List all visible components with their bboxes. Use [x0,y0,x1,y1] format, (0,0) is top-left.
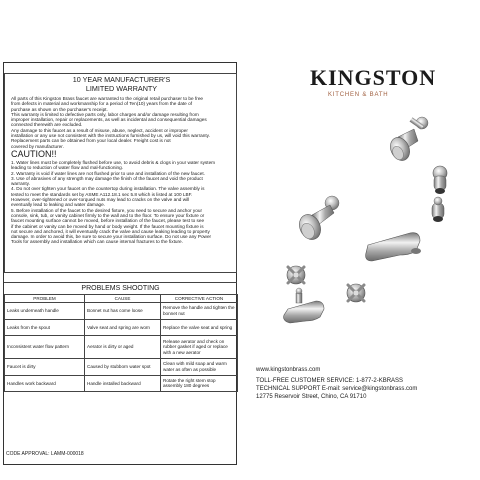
warranty-line: connected therewith are excluded. [11,122,83,128]
shower-head-upper [387,117,428,164]
caution-line: damage. In order to avoid this, be sure to secure your installation surface. Do not use any Power [11,234,212,240]
action-cell: Clean with mild soap and warm water as often as possible [161,359,238,376]
caution-line: However, over-tightened or over-torqued nuts may lead to cracks on the valve and will [11,197,190,203]
shower-head-lower [295,196,339,243]
handle-right-lower [432,197,444,222]
action-cell: Release aerator and check on rubber gasket if aged or replace with a new aerator [161,336,238,359]
caution-line: console, sink, tub, or vanity cabinet firmly to the wall and to the floor. To ensure your fixture or [11,212,205,218]
warranty-line: purchase as shown on the purchaser's receipt. [11,106,108,112]
caution-title: CAUTION!! [11,149,57,159]
caution-text [11,160,233,245]
contact-phone: TOLL-FREE CUSTOMER SERVICE: 1-877-2-KBRASS [256,378,404,384]
header-cause: CAUSE [85,295,161,303]
warranty-line: covered by manufacturer. [11,143,64,149]
brand-tagline: KITCHEN & BATH [328,92,389,98]
caution-line: tested to meet the standards set by ASME A112.18.1 sec 5.8 which is listed at 100 LBF. [11,191,193,197]
caution-line: 5. Before installation of the faucet to the desired fixture, you need to secure and anchor your [11,207,203,213]
cause-cell: Aerator is dirty or aged [85,336,161,359]
problem-cell: Leaks from the spout [5,319,85,336]
cause-cell: Caused by stubborn water spot [85,359,161,376]
cause-cell: Bonnet nut has come loose [85,303,161,320]
warranty-title-line1: 10 YEAR MANUFACTURER'S [72,75,171,84]
table-row [5,303,238,320]
table-row [5,336,238,359]
caution-line: faucet mounting surface cannot be moved, before installation of the faucet, please test to see [11,218,205,224]
tub-spout [366,233,421,261]
caution-line: not secure and anchored, it will eventually crack the valve and cause leaking leading to property [11,228,210,234]
table-row [5,319,238,336]
table-row [5,375,238,392]
code-approval: CODE APPROVAL: LAMM-000018 [6,451,84,457]
caution-line: leading to reduction of water flow and mal-functioning. [11,165,124,171]
brand-logo: KINGSTON [310,65,437,90]
caution-line: if the cabinet or vanity can be moved by hand or body weight. If the faucet mounting fixture is [11,223,204,229]
caution-line: 1. Water lines must be completely flushed before use, to avoid debris & clogs in your water system [11,160,216,165]
warranty-line: All parts of this Kingston Brass faucet are warranted to the original retail purchaser to be free [11,96,204,101]
warranty-line: installation or any use not consistent with the instructions furnished by us, will void this warranty. [11,133,210,139]
action-cell: Rotate the right stem stop assembly 180 degrees [161,375,238,392]
warranty-line: Any damage to this faucet as a result of misuse, abuse, neglect, accident or improper [11,127,188,133]
caution-line: Tools for assembly and installation which can cause internal fractures to the fixture. [11,239,183,245]
table-header-row [5,295,238,303]
problem-cell: Leaks underneath handle [5,303,85,320]
warranty-line: Replacement parts can be obtained from your local dealer. Freight cost is not [11,138,171,144]
warranty-title-line2: LIMITED WARRANTY [85,84,158,93]
warranty-line: This warranty is limited to defective parts only, labor charges and/or damage resulting from [11,111,199,117]
problem-cell: Faucet is dirty [5,359,85,376]
cross-handle-right [347,284,365,302]
cause-cell: Valve seat and spring are worn [85,319,161,336]
troubleshooting-table [4,294,238,392]
problem-cell: Handles work backward [5,375,85,392]
action-cell: Replace the valve seat and spring [161,319,238,336]
contact-email: TECHNICAL SUPPORT E-mail: service@kingstonbrass.com [256,386,418,392]
warranty-text [11,96,233,149]
cross-handle-left [287,266,305,284]
header-problem: PROBLEM [5,295,85,303]
faucet-set-illustration [250,105,475,355]
contact-website: www.kingstonbrass.com [256,367,321,373]
table-row [5,359,238,376]
header-corrective-action: CORRECTIVE ACTION [161,295,238,303]
warranty-line: improper installation, repair or replacements, as well as incidental and consequential damages [11,117,207,123]
contact-address: 12775 Reservoir Street, Chino, CA 91710 [256,394,367,400]
cause-cell: Handle installed backward [85,375,161,392]
caution-line: 3. Use of abrasives of any strength may damage the finish of the faucet and void the product [11,175,203,181]
caution-line: 4. Do not over tighten your faucet on the countertop during installation. The valve assembly is [11,186,205,192]
caution-line: 2. Warranty is void if water lines are not flushed prior to use and installation of the new faucet. [11,170,205,176]
warranty-box [4,73,237,273]
caution-line: eventually lead to leaking and water damage. [11,202,106,208]
caution-line: warranty. [11,181,30,187]
warranty-line: from defects in material and workmanship for a period of Ten(10) years from the date of [11,101,192,107]
diverter-spout [284,288,324,323]
handle-right-upper [433,166,447,194]
troubleshooting-title: PROBLEMS SHOOTING [4,282,237,294]
action-cell: Remove the handle and tighten the bonnet nut [161,303,238,320]
problem-cell: Inconsistent water flow pattern [5,336,85,359]
